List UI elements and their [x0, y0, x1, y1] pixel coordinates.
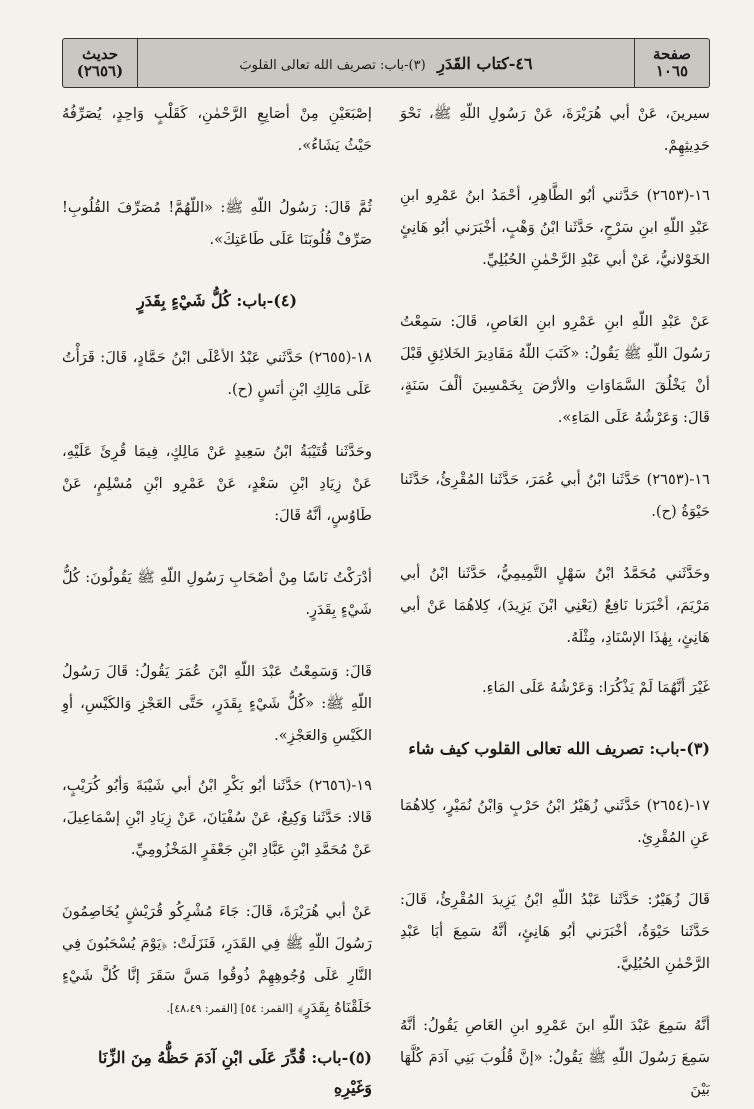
hadith-text [62, 896, 372, 1025]
right-column [400, 98, 710, 1098]
left-column [62, 98, 372, 1098]
text-columns [62, 98, 710, 1098]
hadith-chain: ١٩-(٢٦٥٦) حَدَّثَنا أبُو بَكْرِ ابْنُ أبي شَيْبَةَ وَأبُو كُرَيْبٍ، قَالا: حَدَّثَنا وَكِيعٌ، عَنْ سُفْيَانَ، عَنْ زِيَادِ ابْنِ إسْمَاعِيلَ، عَنْ مُحَمَّدِ ابْنِ عَبَّادِ ابْنِ جَعْفَرٍ المَخْزُومِيِّ. [62, 777, 372, 858]
paragraph: غَيْرَ أنَّهُمَا لَمْ يَذْكُرَا: وَعَرْشُهُ عَلَى المَاءِ. [482, 679, 710, 696]
quran-reference: [القمر: ٥٤] [القمر: ٤٨،٤٩]. [166, 1002, 293, 1015]
hadith-text-body: عَنْ أبي هُرَيْرَةَ، قَالَ: جَاءَ مُشْرِكُو قُرَيْشٍ يُخَاصِمُونَ رَسُولَ اللّهِ ﷺ فِي القَدَرِ، فَنَزَلَتْ: ﴿يَوْمَ يُسْحَبُونَ فِي النَّارِ عَلَى وُجُوهِهِمْ ذُوقُوا مَسَّ سَقَرَ إنَّا كُلَّ شَيْءٍ خَلَقْنَاهُ بِقَدَرٍ﴾ [62, 903, 372, 1016]
hadith-text: أنَّهُ سَمِعَ عَبْدَ اللّهِ ابنَ عَمْرِو ابنِ العَاصِ يَقُولُ: أنَّهُ سَمِعَ رَسُولَ اللّهِ ﷺ يَقُولُ: «إنَّ قُلُوبَ بَنِي آدَمَ كُلَّهَا بَيْنَ [400, 1017, 710, 1098]
chapter-heading: (٥)-باب: قُدِّرَ عَلَى ابْنِ آدَمَ حَظُّهُ مِنَ الزِّنَا وَغَيْرِهِ [98, 1048, 372, 1097]
book-title: ٤٦-كتاب القَدَرِ [437, 53, 533, 73]
chapter-heading: (٣)-باب: تصريف الله تعالى القلوب كيف شاء [408, 739, 710, 758]
hadith-label: حديث [81, 45, 119, 63]
hadith-text: ثُمَّ قَالَ: رَسُولُ اللّهِ ﷺ: «اللّهُمَّ! مُصَرِّفَ القُلُوبِ! صَرِّفْ قُلُوبَنَا عَلَى طَاعَتِكَ». [62, 199, 372, 248]
hadith-number: (٢٦٥٦) [76, 62, 124, 80]
page-number: ١٠٦٥ [655, 62, 689, 80]
hadith-chain: قَالَ زُهَيْرٌ: حَدَّثَنا عَبْدُ اللّهِ ابْنُ يَزِيدَ المُقْرِئُ، قَالَ: حَدَّثَنا حَيْوَةُ، أخْبَرَني أبُو هَانِئٍ، أنَّهُ سَمِعَ أبَا عَبْدِ الرَّحْمٰنِ الحُبُلِيَّ. [400, 891, 710, 972]
hadith-text: عَنْ عَبْدِ اللّهِ ابنِ عَمْرِو ابنِ العَاصِ، قَالَ: سَمِعْتُ رَسُولَ اللّهِ ﷺ يَقُولُ: «كَتَبَ اللّهُ مَقَادِيرَ الخَلائِقِ قَبْلَ أنْ يَخْلُقَ السَّمَاوَاتِ والأرْضَ بِخَمْسِينَ ألْفَ سَنَةٍ، قَالَ: وَعَرْشُهُ عَلَى المَاءِ». [400, 313, 710, 426]
hadith-chain: ١٨-(٢٦٥٥) حَدَّثَني عَبْدُ الأعْلَى ابْنُ حَمَّادٍ، قَالَ: قَرَأْتُ عَلَى مَالِكِ ابْنِ أنَسٍ (ح). [62, 349, 372, 398]
hadith-text: إصْبَعَيْنِ مِنْ أصَابِعِ الرَّحْمٰنِ، كَقَلْبٍ وَاحِدٍ، يُصَرِّفُهُ حَيْثُ يَشَاءُ». [62, 105, 372, 154]
hadith-chain: ١٦-(٢٦٥٣) حَدَّثني أبُو الطَّاهِرِ، أحْمَدُ ابنُ عَمْرِو ابنِ عَبْدِ اللّهِ ابنِ سَرْحٍ، حَدَّثَنا ابْنُ وَهْبٍ، أخْبَرَني أبُو هَانِئٍ الخَوْلانيُّ، عَنْ أبي عَبْدِ الرَّحْمٰنِ الحُبُلِيِّ. [400, 187, 710, 268]
hadith-chain: وحَدَّثَني مُحَمَّدُ ابْنُ سَهْلٍ التَّمِيمِيُّ، حَدَّثَنا ابْنُ أبي مَرْيَمَ، أخْبَرَنا نَافِعٌ (يَعْنِي ابْنَ يَزِيدَ)، كِلاهُمَا عَنْ أبي هَانِئٍ، بِهٰذَا الإسْنَادِ، مِثْلَهُ. [400, 565, 710, 646]
hadith-number-box [63, 39, 138, 87]
hadith-chain: ١٧-(٢٦٥٤) حَدَّثَني زُهَيْرُ ابْنُ حَرْبٍ وَابْنُ نُمَيْرٍ، كِلاهُمَا عَنِ المُقْرِئِ. [400, 797, 710, 846]
page-number-box [634, 39, 709, 87]
hadith-chain: ١٦-(٢٦٥٣) حَدَّثَنا ابْنُ أبي عُمَرَ، حَدَّثَنا المُقْرِئُ، حَدَّثَنا حَيْوَةُ (ح). [400, 471, 710, 520]
hadith-text: قَالَ: وَسَمِعْتُ عَبْدَ اللّهِ ابْنَ عُمَرَ يَقُولُ: قَالَ رَسُولُ اللّهِ ﷺ: «كُلُّ شَيْءٍ بِقَدَرٍ، حَتَّى العَجْزِ وَالكَيْسِ، أوِ الكَيْسِ وَالعَجْزِ». [62, 663, 372, 744]
chapter-title: (٣)-باب: تصريف الله تعالى القلوبَ [239, 57, 426, 73]
page-label: صفحة [652, 45, 692, 63]
chapter-heading: (٤)-باب: كُلُّ شَيْءٍ بِقَدَرٍ [136, 291, 298, 310]
page-header [62, 38, 710, 88]
hadith-chain: وحَدَّثَنا قُتَيْبَةُ ابْنُ سَعِيدٍ عَنْ مَالِكٍ، فِيمَا قُرِئَ عَلَيْهِ، عَنْ زِيَادِ ابْنِ سَعْدٍ، عَنْ عَمْرِو ابْنِ مُسْلِمٍ، عَنْ طَاوُسٍ، أنَّهُ قَالَ: [62, 443, 372, 524]
hadith-text: أدْرَكْتُ نَاسًا مِنْ أصْحَابِ رَسُولِ اللّهِ ﷺ يَقُولُونَ: كُلُّ شَيْءٍ بِقَدَرٍ. [62, 569, 372, 618]
running-title [138, 54, 634, 73]
paragraph: سيرينَ، عَنْ أبي هُرَيْرَةَ، عَنْ رَسُولِ اللّهِ ﷺ، نَحْوَ حَدِيثِهِمْ. [400, 105, 710, 154]
